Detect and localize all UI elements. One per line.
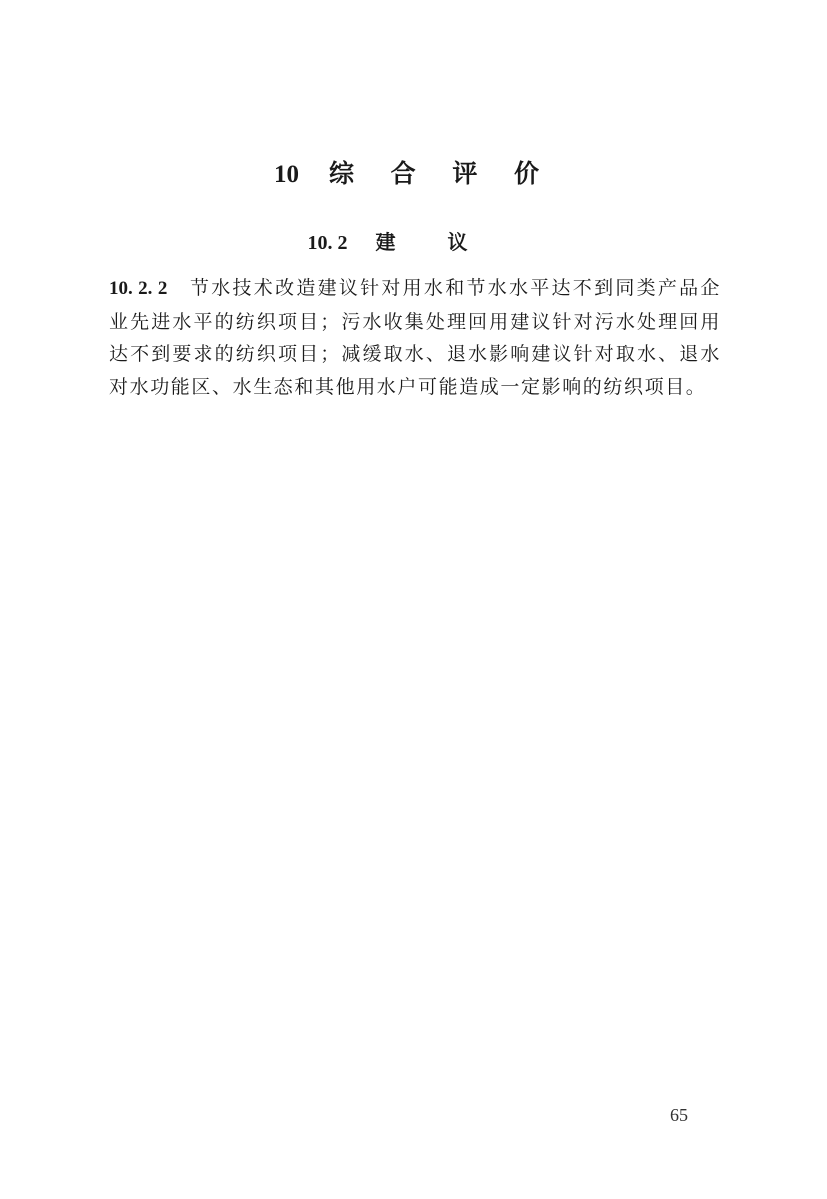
clause-number: 10. 2. 2 bbox=[109, 278, 168, 299]
section-number: 10. 2 bbox=[307, 232, 348, 254]
chapter-number: 10 bbox=[273, 161, 299, 188]
clause-paragraph bbox=[109, 272, 721, 403]
section-title-text: 建议 bbox=[375, 230, 520, 254]
chapter-title-text: 综 合 评 价 bbox=[328, 159, 554, 188]
page-number: 65 bbox=[670, 1105, 688, 1125]
section-title bbox=[0, 226, 827, 255]
chapter-title bbox=[0, 154, 827, 190]
clause-text: 节水技术改造建议针对用水和节水水平达不到同类产品企业先进水平的纺织项目；污水收集处理回用建议针对污水处理回用达不到要求的纺织项目；减缓取水、退水影响建议针对取水、退水对水功能区、水生态和其他用水户可能造成一定影响的纺织项目。 bbox=[109, 277, 721, 398]
